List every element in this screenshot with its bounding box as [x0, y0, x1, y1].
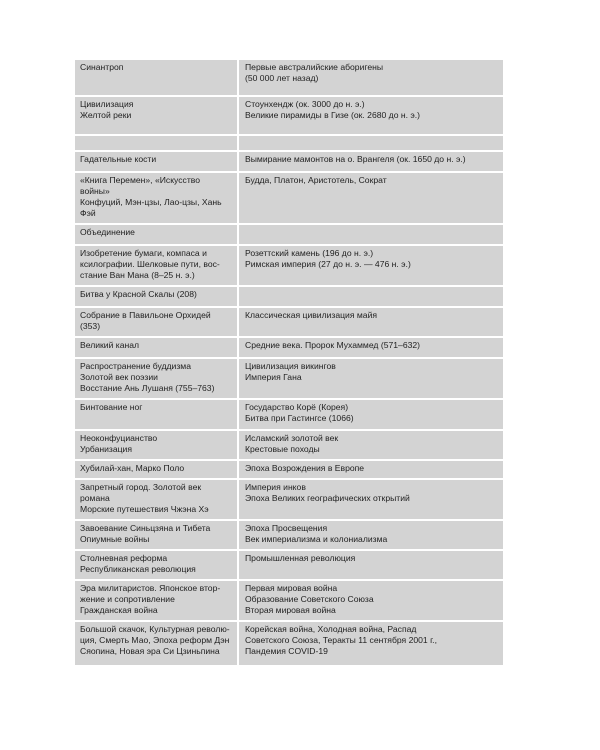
table-row — [75, 173, 503, 223]
table-row — [75, 97, 503, 134]
china-event-cell: Гадательные кости — [75, 152, 239, 171]
world-event-cell: Первые австралийские аборигены (50 000 лет назад) — [239, 60, 503, 95]
world-event-cell: Средние века. Пророк Мухаммед (571–632) — [239, 338, 503, 357]
china-event-cell — [75, 136, 239, 150]
world-event-cell: Исламский золотой век Крестовые походы — [239, 431, 503, 459]
table-row — [75, 581, 503, 620]
china-event-cell: Бинтование ног — [75, 400, 239, 429]
world-event-cell: Корейская война, Холодная война, Распад Советского Союза, Теракты 11 сентября 2001 г., Пандемия COVID-19 — [239, 622, 503, 665]
china-event-cell: Распространение буддизма Золотой век поэзии Восстание Ань Лушаня (755–763) — [75, 359, 239, 398]
china-event-cell: Запретный город. Золотой век романа Морские путешествия Чжэна Хэ — [75, 480, 239, 519]
china-event-cell: Столневная реформа Республиканская революция — [75, 551, 239, 579]
china-event-cell: Изобретение бумаги, компаса и ксилографии. Шелковые пути, вос- стание Ван Мана (8–25 н. э.) — [75, 246, 239, 285]
table-row — [75, 551, 503, 579]
history-comparison-table — [75, 58, 503, 667]
world-event-cell: Эпоха Просвещения Век империализма и колониализма — [239, 521, 503, 549]
table-row — [75, 225, 503, 244]
china-event-cell: Хубилай-хан, Марко Поло — [75, 461, 239, 478]
table-row — [75, 521, 503, 549]
table-row — [75, 480, 503, 519]
table-row — [75, 246, 503, 285]
china-event-cell: Синантроп — [75, 60, 239, 95]
china-event-cell: Объединение — [75, 225, 239, 244]
china-event-cell: Эра милитаристов. Японское втор- жение и сопротивление Гражданская война — [75, 581, 239, 620]
world-event-cell: Будда, Платон, Аристотель, Сократ — [239, 173, 503, 223]
table-row — [75, 308, 503, 336]
world-event-cell: Классическая цивилизация майя — [239, 308, 503, 336]
world-event-cell: Вымирание мамонтов на о. Врангеля (ок. 1650 до н. э.) — [239, 152, 503, 171]
china-event-cell: Битва у Красной Скалы (208) — [75, 287, 239, 306]
world-event-cell: Эпоха Возрождения в Европе — [239, 461, 503, 478]
timeline-document — [75, 58, 503, 667]
table-row — [75, 287, 503, 306]
table-row — [75, 431, 503, 459]
china-event-cell: Цивилизация Желтой реки — [75, 97, 239, 134]
table-row — [75, 400, 503, 429]
world-event-cell — [239, 287, 503, 306]
world-event-cell: Стоунхендж (ок. 3000 до н. э.) Великие пирамиды в Гизе (ок. 2680 до н. э.) — [239, 97, 503, 134]
world-event-cell — [239, 136, 503, 150]
world-event-cell — [239, 225, 503, 244]
world-event-cell: Империя инков Эпоха Великих географических открытий — [239, 480, 503, 519]
table-body — [75, 60, 503, 665]
china-event-cell: Неоконфуцианство Урбанизация — [75, 431, 239, 459]
china-event-cell: Великий канал — [75, 338, 239, 357]
world-event-cell: Первая мировая война Образование Советского Союза Вторая мировая война — [239, 581, 503, 620]
china-event-cell: Большой скачок, Культурная револю- ция, Смерть Мао, Эпоха реформ Дэн Сяопина, Новая эра Си Цзиньпина — [75, 622, 239, 665]
world-event-cell: Цивилизация викингов Империя Гана — [239, 359, 503, 398]
table-row — [75, 461, 503, 478]
china-event-cell: Завоевание Синьцзяна и Тибета Опиумные войны — [75, 521, 239, 549]
world-event-cell: Розеттский камень (196 до н. э.) Римская империя (27 до н. э. — 476 н. э.) — [239, 246, 503, 285]
table-row — [75, 136, 503, 150]
table-row — [75, 152, 503, 171]
table-row — [75, 60, 503, 95]
china-event-cell: «Книга Перемен», «Искусство войны» Конфуций, Мэн-цзы, Лао-цзы, Хань Фэй — [75, 173, 239, 223]
table-row — [75, 359, 503, 398]
world-event-cell: Государство Корё (Корея) Битва при Гастингсе (1066) — [239, 400, 503, 429]
table-row — [75, 622, 503, 665]
china-event-cell: Собрание в Павильоне Орхидей (353) — [75, 308, 239, 336]
table-row — [75, 338, 503, 357]
world-event-cell: Промышленная революция — [239, 551, 503, 579]
